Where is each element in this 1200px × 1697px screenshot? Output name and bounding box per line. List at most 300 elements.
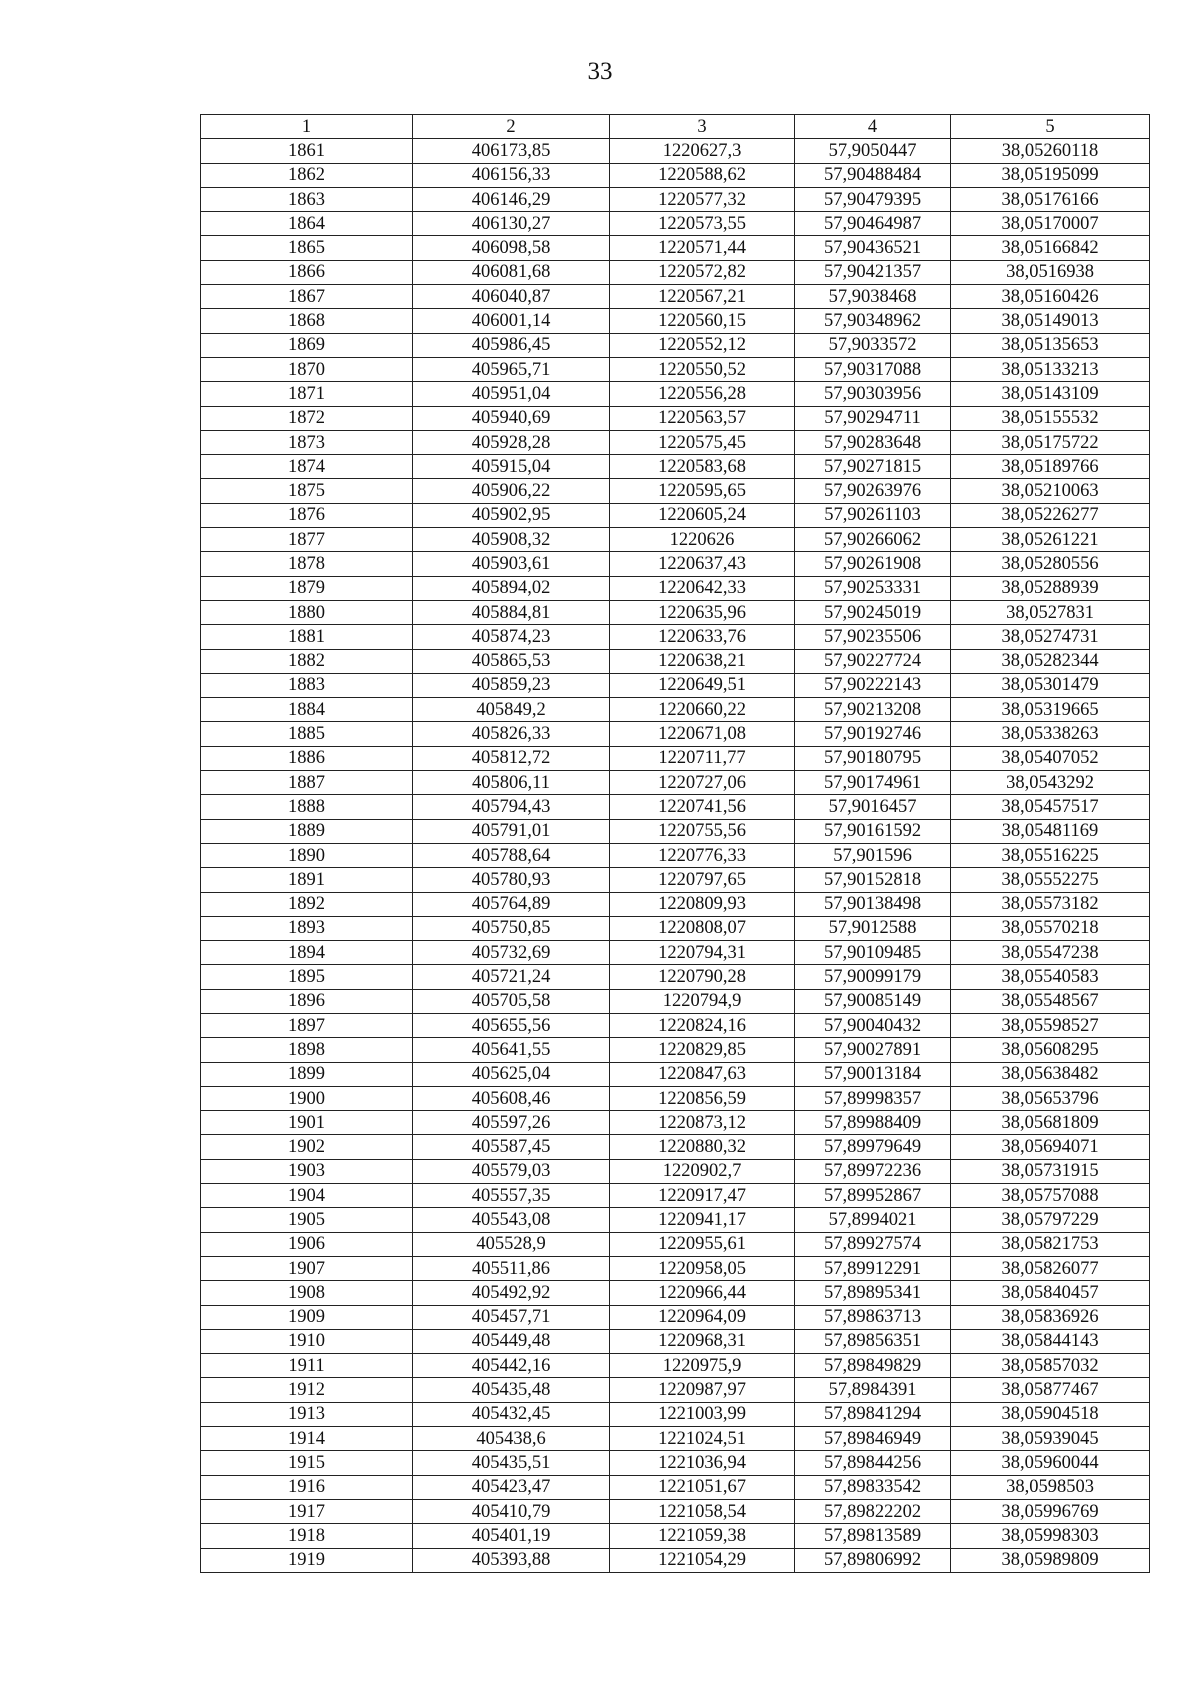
- table-cell: 1893: [201, 916, 413, 940]
- table-cell: 1884: [201, 698, 413, 722]
- table-cell: 1220595,65: [610, 479, 795, 503]
- table-cell: 57,90174961: [795, 771, 951, 795]
- table-cell: 1221051,67: [610, 1475, 795, 1499]
- table-cell: 57,89844256: [795, 1451, 951, 1475]
- table-cell: 1871: [201, 382, 413, 406]
- table-cell: 1220847,63: [610, 1062, 795, 1086]
- table-cell: 405423,47: [413, 1475, 610, 1499]
- table-cell: 1890: [201, 843, 413, 867]
- table-cell: 1220552,12: [610, 333, 795, 357]
- table-cell: 405432,45: [413, 1402, 610, 1426]
- table-row: [201, 430, 1150, 454]
- table-cell: 38,05996769: [951, 1499, 1150, 1523]
- table-cell: 57,89856351: [795, 1329, 951, 1353]
- table-cell: 57,90294711: [795, 406, 951, 430]
- table-cell: 1220711,77: [610, 746, 795, 770]
- column-header: 4: [795, 115, 951, 139]
- table-cell: 1861: [201, 139, 413, 163]
- table-cell: 405764,89: [413, 892, 610, 916]
- table-row: [201, 1548, 1150, 1572]
- table-row: [201, 382, 1150, 406]
- table-cell: 57,89998357: [795, 1086, 951, 1110]
- table-cell: 1916: [201, 1475, 413, 1499]
- table-cell: 1220958,05: [610, 1256, 795, 1280]
- table-cell: 405597,26: [413, 1111, 610, 1135]
- table-cell: 57,89863713: [795, 1305, 951, 1329]
- table-cell: 57,8994021: [795, 1208, 951, 1232]
- table-cell: 57,89927574: [795, 1232, 951, 1256]
- table-cell: 57,90266062: [795, 528, 951, 552]
- table-cell: 1221003,99: [610, 1402, 795, 1426]
- table-cell: 1904: [201, 1184, 413, 1208]
- table-cell: 405826,33: [413, 722, 610, 746]
- table-cell: 57,90261103: [795, 503, 951, 527]
- table-row: [201, 1524, 1150, 1548]
- table-cell: 1220573,55: [610, 212, 795, 236]
- table-cell: 38,05175722: [951, 430, 1150, 454]
- table-row: [201, 1062, 1150, 1086]
- table-cell: 38,05840457: [951, 1281, 1150, 1305]
- table-cell: 1220829,85: [610, 1038, 795, 1062]
- table-cell: 57,89849829: [795, 1354, 951, 1378]
- table-row: [201, 1013, 1150, 1037]
- table-cell: 38,05653796: [951, 1086, 1150, 1110]
- table-cell: 38,05407052: [951, 746, 1150, 770]
- page-number: 33: [587, 58, 613, 85]
- table-cell: 38,05681809: [951, 1111, 1150, 1135]
- table-cell: 1919: [201, 1548, 413, 1572]
- table-cell: 405894,02: [413, 576, 610, 600]
- table-cell: 1882: [201, 649, 413, 673]
- table-cell: 57,89912291: [795, 1256, 951, 1280]
- table-cell: 406098,58: [413, 236, 610, 260]
- table-cell: 406173,85: [413, 139, 610, 163]
- table-cell: 1885: [201, 722, 413, 746]
- table-cell: 57,90479395: [795, 187, 951, 211]
- table-cell: 1220797,65: [610, 868, 795, 892]
- column-header: 5: [951, 115, 1150, 139]
- table-cell: 405435,51: [413, 1451, 610, 1475]
- table-cell: 38,05989809: [951, 1548, 1150, 1572]
- table-row: [201, 1475, 1150, 1499]
- table-row: [201, 819, 1150, 843]
- table-cell: 406156,33: [413, 163, 610, 187]
- table-cell: 57,90263976: [795, 479, 951, 503]
- table-cell: 57,90013184: [795, 1062, 951, 1086]
- table-cell: 38,05195099: [951, 163, 1150, 187]
- table-cell: 38,05301479: [951, 673, 1150, 697]
- table-cell: 1912: [201, 1378, 413, 1402]
- table-cell: 1914: [201, 1427, 413, 1451]
- table-cell: 405906,22: [413, 479, 610, 503]
- table-cell: 1220880,32: [610, 1135, 795, 1159]
- table-cell: 1899: [201, 1062, 413, 1086]
- table-cell: 38,05457517: [951, 795, 1150, 819]
- table-cell: 38,05608295: [951, 1038, 1150, 1062]
- table-cell: 1220642,33: [610, 576, 795, 600]
- table-row: [201, 1038, 1150, 1062]
- table-cell: 57,89972236: [795, 1159, 951, 1183]
- table-cell: 57,90488484: [795, 163, 951, 187]
- table-cell: 405928,28: [413, 430, 610, 454]
- table-cell: 38,05155532: [951, 406, 1150, 430]
- table-cell: 405721,24: [413, 965, 610, 989]
- table-cell: 1220741,56: [610, 795, 795, 819]
- table-row: [201, 479, 1150, 503]
- table-row: [201, 1499, 1150, 1523]
- table-row: [201, 892, 1150, 916]
- table-row: [201, 1256, 1150, 1280]
- table-cell: 38,05166842: [951, 236, 1150, 260]
- table-cell: 405528,9: [413, 1232, 610, 1256]
- table-cell: 1891: [201, 868, 413, 892]
- table-row: [201, 212, 1150, 236]
- table-cell: 1888: [201, 795, 413, 819]
- table-cell: 405511,86: [413, 1256, 610, 1280]
- table-cell: 405557,35: [413, 1184, 610, 1208]
- table-row: [201, 406, 1150, 430]
- table-row: [201, 1159, 1150, 1183]
- table-row: [201, 843, 1150, 867]
- table-cell: 57,90348962: [795, 309, 951, 333]
- table-cell: 405791,01: [413, 819, 610, 843]
- table-cell: 405625,04: [413, 1062, 610, 1086]
- table-row: [201, 673, 1150, 697]
- table-cell: 1220627,3: [610, 139, 795, 163]
- table-cell: 38,05282344: [951, 649, 1150, 673]
- coordinates-table: [200, 114, 1150, 1573]
- column-header: 1: [201, 115, 413, 139]
- table-cell: 1881: [201, 625, 413, 649]
- table-cell: 38,05260118: [951, 139, 1150, 163]
- table-cell: 57,89806992: [795, 1548, 951, 1572]
- table-cell: 57,90085149: [795, 989, 951, 1013]
- table-cell: 1220571,44: [610, 236, 795, 260]
- table-cell: 57,90235506: [795, 625, 951, 649]
- table-cell: 1220794,31: [610, 941, 795, 965]
- table-cell: 1915: [201, 1451, 413, 1475]
- table-cell: 406146,29: [413, 187, 610, 211]
- table-cell: 1220941,17: [610, 1208, 795, 1232]
- table-cell: 1902: [201, 1135, 413, 1159]
- table-body: [201, 139, 1150, 1573]
- table-cell: 405849,2: [413, 698, 610, 722]
- table-row: [201, 1111, 1150, 1135]
- table-cell: 405986,45: [413, 333, 610, 357]
- table-cell: 38,05176166: [951, 187, 1150, 211]
- table-row: [201, 260, 1150, 284]
- table-cell: 406040,87: [413, 285, 610, 309]
- table-cell: 1898: [201, 1038, 413, 1062]
- table-cell: 1876: [201, 503, 413, 527]
- table-cell: 1220968,31: [610, 1329, 795, 1353]
- table-cell: 1889: [201, 819, 413, 843]
- table-cell: 57,90303956: [795, 382, 951, 406]
- table-cell: 57,90421357: [795, 260, 951, 284]
- table-cell: 38,05338263: [951, 722, 1150, 746]
- table-cell: 57,90192746: [795, 722, 951, 746]
- table-cell: 57,90271815: [795, 455, 951, 479]
- table-cell: 57,90227724: [795, 649, 951, 673]
- table-cell: 405940,69: [413, 406, 610, 430]
- table-header: [201, 115, 1150, 139]
- table-cell: 1901: [201, 1111, 413, 1135]
- table-cell: 405908,32: [413, 528, 610, 552]
- table-row: [201, 1281, 1150, 1305]
- table-cell: 57,89813589: [795, 1524, 951, 1548]
- table-cell: 1220964,09: [610, 1305, 795, 1329]
- table-cell: 405401,19: [413, 1524, 610, 1548]
- table-cell: 1220633,76: [610, 625, 795, 649]
- table-row: [201, 236, 1150, 260]
- table-cell: 1220560,15: [610, 309, 795, 333]
- table-cell: 1869: [201, 333, 413, 357]
- table-row: [201, 916, 1150, 940]
- table-row: [201, 698, 1150, 722]
- table-cell: 38,0516938: [951, 260, 1150, 284]
- table-row: [201, 941, 1150, 965]
- table-cell: 57,90109485: [795, 941, 951, 965]
- table-cell: 38,05319665: [951, 698, 1150, 722]
- table-cell: 38,0543292: [951, 771, 1150, 795]
- table-row: [201, 795, 1150, 819]
- table-cell: 38,05280556: [951, 552, 1150, 576]
- table-cell: 1903: [201, 1159, 413, 1183]
- table-cell: 57,90152818: [795, 868, 951, 892]
- table-cell: 405806,11: [413, 771, 610, 795]
- table-cell: 57,9033572: [795, 333, 951, 357]
- table-cell: 57,90161592: [795, 819, 951, 843]
- table-cell: 405393,88: [413, 1548, 610, 1572]
- table-cell: 1220856,59: [610, 1086, 795, 1110]
- table-cell: 57,9038468: [795, 285, 951, 309]
- table-cell: 57,90040432: [795, 1013, 951, 1037]
- table-cell: 1220626: [610, 528, 795, 552]
- table-cell: 38,05160426: [951, 285, 1150, 309]
- table-cell: 38,05836926: [951, 1305, 1150, 1329]
- table-cell: 405903,61: [413, 552, 610, 576]
- table-cell: 1906: [201, 1232, 413, 1256]
- table-cell: 1896: [201, 989, 413, 1013]
- table-cell: 38,05261221: [951, 528, 1150, 552]
- table-cell: 57,90317088: [795, 357, 951, 381]
- table-cell: 38,05731915: [951, 1159, 1150, 1183]
- table-cell: 1220649,51: [610, 673, 795, 697]
- table-cell: 1867: [201, 285, 413, 309]
- table-cell: 38,05857032: [951, 1354, 1150, 1378]
- table-cell: 405902,95: [413, 503, 610, 527]
- table-cell: 1883: [201, 673, 413, 697]
- table-row: [201, 528, 1150, 552]
- table-cell: 1864: [201, 212, 413, 236]
- table-row: [201, 722, 1150, 746]
- table-row: [201, 285, 1150, 309]
- table-cell: 38,05573182: [951, 892, 1150, 916]
- table-cell: 1900: [201, 1086, 413, 1110]
- table-cell: 405435,48: [413, 1378, 610, 1402]
- table-row: [201, 600, 1150, 624]
- table-cell: 405641,55: [413, 1038, 610, 1062]
- table-cell: 405438,6: [413, 1427, 610, 1451]
- table-row: [201, 1329, 1150, 1353]
- table-cell: 1220776,33: [610, 843, 795, 867]
- table-cell: 57,9050447: [795, 139, 951, 163]
- table-cell: 57,90180795: [795, 746, 951, 770]
- table-cell: 38,05598527: [951, 1013, 1150, 1037]
- table-cell: 1879: [201, 576, 413, 600]
- table-cell: 405705,58: [413, 989, 610, 1013]
- table-row: [201, 576, 1150, 600]
- table-cell: 1220755,56: [610, 819, 795, 843]
- table-row: [201, 187, 1150, 211]
- table-cell: 405794,43: [413, 795, 610, 819]
- table-cell: 38,05226277: [951, 503, 1150, 527]
- table-row: [201, 965, 1150, 989]
- table-cell: 1895: [201, 965, 413, 989]
- table-row: [201, 333, 1150, 357]
- table-cell: 1220808,07: [610, 916, 795, 940]
- table-cell: 1220638,21: [610, 649, 795, 673]
- table-cell: 1220583,68: [610, 455, 795, 479]
- table-cell: 57,90138498: [795, 892, 951, 916]
- table-cell: 405780,93: [413, 868, 610, 892]
- table-cell: 405449,48: [413, 1329, 610, 1353]
- table-cell: 1221058,54: [610, 1499, 795, 1523]
- table-cell: 1866: [201, 260, 413, 284]
- table-cell: 38,0527831: [951, 600, 1150, 624]
- table-cell: 57,9016457: [795, 795, 951, 819]
- table-cell: 1220635,96: [610, 600, 795, 624]
- table-cell: 1865: [201, 236, 413, 260]
- table-row: [201, 771, 1150, 795]
- table-cell: 405884,81: [413, 600, 610, 624]
- table-cell: 1220572,82: [610, 260, 795, 284]
- table-cell: 1220809,93: [610, 892, 795, 916]
- table-cell: 405859,23: [413, 673, 610, 697]
- table-cell: 1220966,44: [610, 1281, 795, 1305]
- table-cell: 405874,23: [413, 625, 610, 649]
- table-cell: 1874: [201, 455, 413, 479]
- column-header: 2: [413, 115, 610, 139]
- table-cell: 38,05481169: [951, 819, 1150, 843]
- table-cell: 38,05149013: [951, 309, 1150, 333]
- table-row: [201, 1184, 1150, 1208]
- table-cell: 405608,46: [413, 1086, 610, 1110]
- table-cell: 38,05170007: [951, 212, 1150, 236]
- table-row: [201, 868, 1150, 892]
- table-cell: 38,05548567: [951, 989, 1150, 1013]
- table-cell: 1221024,51: [610, 1427, 795, 1451]
- table-row: [201, 1086, 1150, 1110]
- table-row: [201, 1232, 1150, 1256]
- table-cell: 38,05904518: [951, 1402, 1150, 1426]
- table-cell: 1220605,24: [610, 503, 795, 527]
- table-cell: 1220975,9: [610, 1354, 795, 1378]
- table-cell: 38,05844143: [951, 1329, 1150, 1353]
- table-cell: 1220902,7: [610, 1159, 795, 1183]
- table-row: [201, 455, 1150, 479]
- table-cell: 1872: [201, 406, 413, 430]
- table-cell: 1917: [201, 1499, 413, 1523]
- table-cell: 1908: [201, 1281, 413, 1305]
- table-cell: 1220987,97: [610, 1378, 795, 1402]
- table-cell: 1878: [201, 552, 413, 576]
- table-cell: 38,05694071: [951, 1135, 1150, 1159]
- table-cell: 38,05570218: [951, 916, 1150, 940]
- table-cell: 1221036,94: [610, 1451, 795, 1475]
- table-cell: 57,89952867: [795, 1184, 951, 1208]
- table-cell: 405543,08: [413, 1208, 610, 1232]
- table-cell: 1905: [201, 1208, 413, 1232]
- table-row: [201, 625, 1150, 649]
- table-cell: 1894: [201, 941, 413, 965]
- table-cell: 38,05638482: [951, 1062, 1150, 1086]
- table-cell: 57,89833542: [795, 1475, 951, 1499]
- table-cell: 1892: [201, 892, 413, 916]
- table-cell: 1909: [201, 1305, 413, 1329]
- table-cell: 1220790,28: [610, 965, 795, 989]
- table-cell: 57,89988409: [795, 1111, 951, 1135]
- table-cell: 38,05135653: [951, 333, 1150, 357]
- table-cell: 38,05516225: [951, 843, 1150, 867]
- table-row: [201, 1378, 1150, 1402]
- table-cell: 57,90253331: [795, 576, 951, 600]
- table-cell: 405492,92: [413, 1281, 610, 1305]
- table-cell: 38,05274731: [951, 625, 1150, 649]
- table-cell: 1220575,45: [610, 430, 795, 454]
- table-cell: 1880: [201, 600, 413, 624]
- table-cell: 405788,64: [413, 843, 610, 867]
- table-cell: 57,90283648: [795, 430, 951, 454]
- table-cell: 1220824,16: [610, 1013, 795, 1037]
- table-cell: 1862: [201, 163, 413, 187]
- table-cell: 38,05877467: [951, 1378, 1150, 1402]
- table-cell: 405865,53: [413, 649, 610, 673]
- table-cell: 405750,85: [413, 916, 610, 940]
- table-cell: 38,05189766: [951, 455, 1150, 479]
- table-cell: 405587,45: [413, 1135, 610, 1159]
- table-cell: 405812,72: [413, 746, 610, 770]
- table-cell: 1220588,62: [610, 163, 795, 187]
- table-cell: 1221054,29: [610, 1548, 795, 1572]
- table-cell: 405732,69: [413, 941, 610, 965]
- table-cell: 405951,04: [413, 382, 610, 406]
- table-row: [201, 503, 1150, 527]
- table-row: [201, 139, 1150, 163]
- table-cell: 1220550,52: [610, 357, 795, 381]
- table-row: [201, 309, 1150, 333]
- table-cell: 1220727,06: [610, 771, 795, 795]
- table-row: [201, 163, 1150, 187]
- table-cell: 57,90464987: [795, 212, 951, 236]
- table-cell: 406001,14: [413, 309, 610, 333]
- table-cell: 57,90222143: [795, 673, 951, 697]
- table-cell: 1907: [201, 1256, 413, 1280]
- table-cell: 38,05939045: [951, 1427, 1150, 1451]
- table-cell: 1220637,43: [610, 552, 795, 576]
- table-cell: 1220671,08: [610, 722, 795, 746]
- table-cell: 1875: [201, 479, 413, 503]
- table-cell: 1887: [201, 771, 413, 795]
- table-cell: 38,05288939: [951, 576, 1150, 600]
- table-cell: 1220873,12: [610, 1111, 795, 1135]
- table-cell: 405915,04: [413, 455, 610, 479]
- table-cell: 57,89846949: [795, 1427, 951, 1451]
- table-cell: 38,05757088: [951, 1184, 1150, 1208]
- table-cell: 1911: [201, 1354, 413, 1378]
- table-cell: 57,90099179: [795, 965, 951, 989]
- table-cell: 38,0598503: [951, 1475, 1150, 1499]
